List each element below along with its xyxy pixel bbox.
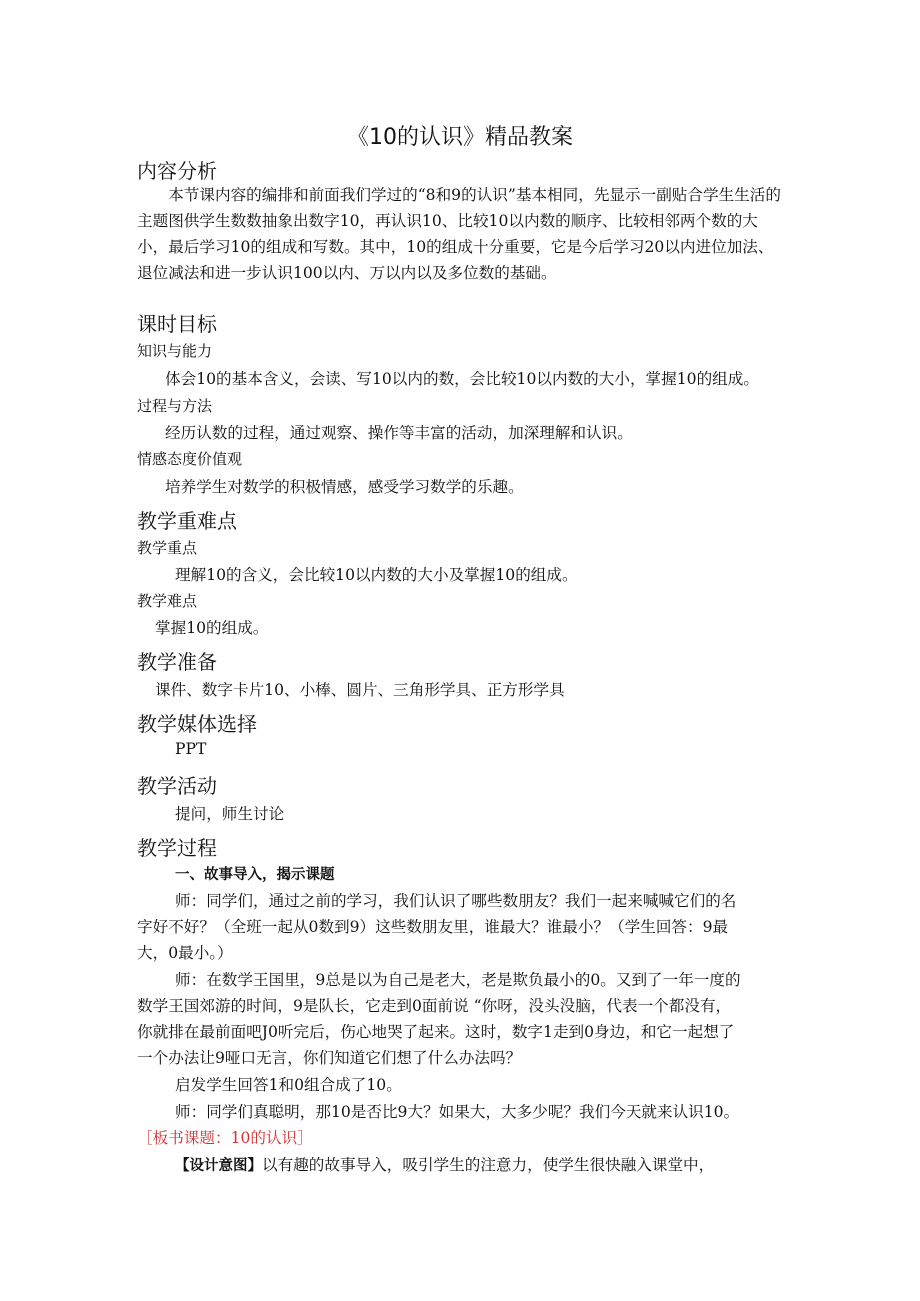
p1-line1: 师：同学们，通过之前的学习，我们认识了哪些数朋友？我们一起来喊喊它们的名 <box>175 892 737 910</box>
design-intent-label: 【设计意图】 <box>175 1158 262 1174</box>
board-title-note: ［板书课题：10的认识］ <box>137 1129 313 1147</box>
document-title: 《10的认识》精品教案 <box>347 125 573 150</box>
text-media: PPT <box>175 740 207 758</box>
text-key: 理解10的含义，会比较10以内数的大小及掌握10的组成。 <box>175 566 578 584</box>
label-difficult: 教学难点 <box>137 592 198 610</box>
heading-activity: 教学活动 <box>137 774 217 798</box>
label-knowledge: 知识与能力 <box>137 342 213 360</box>
design-intent-text: 以有趣的故事导入，吸引学生的注意力，使学生很快融入课堂中， <box>262 1156 715 1174</box>
p2-line4: 一个办法让9哑口无言，你们知道它们想了什么办法吗？ <box>137 1049 522 1067</box>
p2-line3: 你就排在最前面吧J0听完后，伤心地哭了起来。这时，数字1走到0身边，和它一起想了 <box>137 1023 735 1041</box>
design-intent-line <box>175 1153 714 1175</box>
heading-objectives: 课时目标 <box>137 312 217 336</box>
heading-content-analysis: 内容分析 <box>137 159 217 183</box>
p1-line2: 字好不好？（全班一起从0数到9）这些数朋友里，谁最大？谁最小？（学生回答：9最 <box>137 918 729 936</box>
text-attitude: 培养学生对数学的积极情感，感受学习数学的乐趣。 <box>165 478 524 496</box>
content-analysis-text: 本节课内容的编排和前面我们学过的“8和9的认识”基本相同，先显示一副贴合学生生活的主题图供学生数数抽象出数字10，再认识10、比较10以内数的顺序、比较相邻两个数的大小，最后学习10的组成和写数。其中，10的组成十分重要，它是今后学习20以内进位加法、退位减法和进一步认识100以内、万以内以及多位数的基础。 <box>137 186 781 282</box>
p3-line: 启发学生回答1和0组合成了10。 <box>175 1076 402 1094</box>
p2-line1: 师：在数学王国里，9总是以为自己是老大，老是欺负最小的0。又到了一年一度的 <box>175 971 741 989</box>
heading-media: 教学媒体选择 <box>137 712 257 736</box>
text-knowledge: 体会10的基本含义，会读、写10以内的数，会比较10以内数的大小，掌握10的组成。 <box>165 370 759 388</box>
label-key: 教学重点 <box>137 539 198 557</box>
label-attitude: 情感态度价值观 <box>137 450 243 468</box>
text-preparation: 课件、数字卡片10、小棒、圆片、三角形学具、正方形学具 <box>155 681 565 699</box>
text-process: 经历认数的过程，通过观察、操作等丰富的活动，加深理解和认识。 <box>165 424 633 442</box>
text-activity: 提问，师生讨论 <box>175 805 285 823</box>
heading-key-points: 教学重难点 <box>137 509 237 533</box>
text-difficult: 掌握10的组成。 <box>155 619 269 637</box>
p2-line2: 数学王国郊游的时间，9是队长，它走到0面前说 “你呀，没头没脑，代表一个都没有， <box>137 997 732 1015</box>
label-process: 过程与方法 <box>137 397 213 415</box>
p1-line3: 大，0最小。） <box>137 944 233 962</box>
p4-line: 师：同学们真聪明，那10是否比9大？如果大，大多少呢？我们今天就来认识10。 <box>175 1103 740 1121</box>
heading-process: 教学过程 <box>137 836 217 860</box>
step1-title: 一、故事导入，揭示课题 <box>175 867 335 883</box>
heading-preparation: 教学准备 <box>137 650 217 674</box>
